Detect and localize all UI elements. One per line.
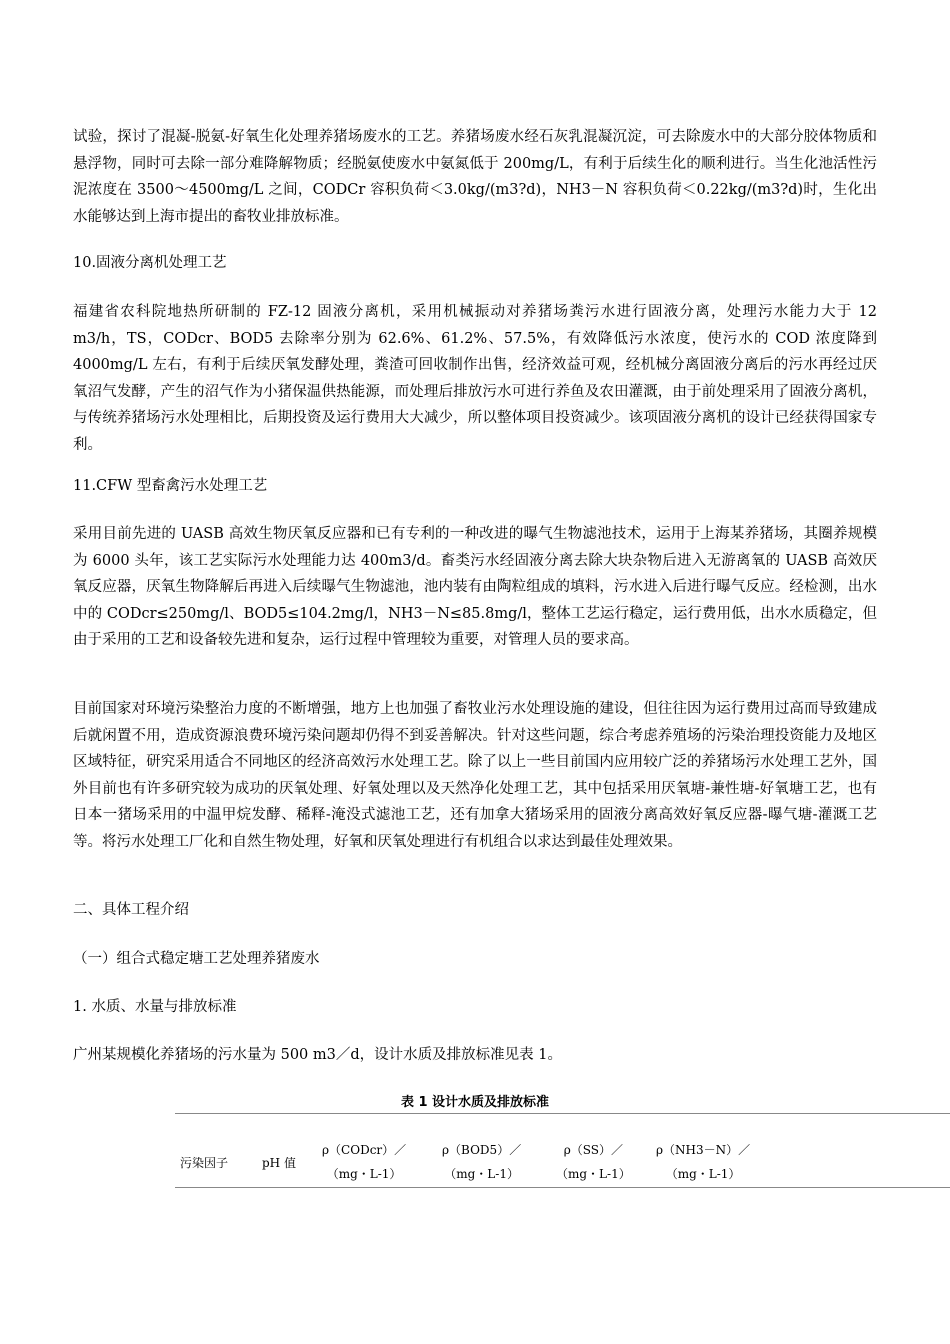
paragraph-summary: 目前国家对环境污染整治力度的不断增强，地方上也加强了畜牧业污水处理设施的建设，但往往因为运行费用过高而导致建成后就闲置不用，造成资源浪费环境污染问题却仍得不到妥善解决。针对这些问题，综合考虑养殖场的污染治理投资能力及地区区域特征，研究采用适合不同地区的经济高效污水处理工艺。除了以上一些目前国内应用较广泛的养猪场污水处理工艺外，国外目前也有许多研究较为成功的厌氧处理、好氧处理以及天然净化处理工艺，其中包括采用厌氧塘-兼性塘-好氧塘工艺，也有日本一猪场采用的中温甲烷发酵、稀释-淹没式滤池工艺，还有加拿大猪场采用的固液分离高效好氧反应器-曝气塘-灌溉工艺等。将污水处理工厂化和自然生物处理，好氧和厌氧处理进行有机组合以求达到最佳处理效果。 — [73, 701, 877, 850]
paragraph-cfw: 采用目前先进的 UASB 高效生物厌氧反应器和已有专利的一种改进的曝气生物滤池技术，运用于上海某养猪场，其圈养规模为 6000 头年，该工艺实际污水处理能力达 400m3/d。畜类污水经固液分离去除大块杂物后进入无游离氧的 UASB 高效厌氧反应器，厌氧生物降解后再进入后续曝气生物滤池，池内装有由陶粒组成的填料，污水进入后进行曝气反应。经检测，出水中的 CODcr≤250mg/l、BOD5≤104.2mg/l，NH3－N≤85.8mg/l，整体工艺运行稳定，运行费用低，出水水质稳定，但由于采用的工艺和设备较先进和复杂，运行过程中管理较为重要，对管理人员的要求高。 — [73, 526, 877, 648]
paragraph-separator: 福建省农科院地热所研制的 FZ-12 固液分离机，采用机械振动对养猪场粪污水进行固液分离，处理污水能力大于 12 m3/h，TS，CODcr、BOD5 去除率分别为 62.6%、61.2%、57.5%，有效降低污水浓度，使污水的 COD 浓度降到 4000mg/L 左右，有利于后续厌氧发酵处理，粪渣可回收制作出售，经济效益可观，经机械分离固液分离后的污水再经过厌氧沼气发酵，产生的沼气作为小猪保温供热能源，而处理后排放污水可进行养鱼及农田灌溉，由于前处理采用了固液分离机，与传统养猪场污水处理相比，后期投资及运行费用大大减少，所以整体项目投资减少。该项固液分离机的设计已经获得国家专利。 — [73, 304, 892, 453]
heading-stabilization-pond: （一）组合式稳定塘工艺处理养猪废水 — [73, 951, 320, 967]
table-caption: 表 1 设计水质及排放标准 — [400, 1095, 550, 1110]
table-header-ph: pH 值 — [262, 1156, 296, 1170]
paragraph-coagulation: 试验，探讨了混凝-脱氨-好氧生化处理养猪场废水的工艺。养猪场废水经石灰乳混凝沉淀，可去除废水中的大部分胶体物质和悬浮物，同时可去除一部分难降解物质；经脱氨使废水中氨氮低于 200mg/L，有利于后续生化的顺利进行。当生化池活性污泥浓度在 3500～4500mg/L 之间，CODCr 容积负荷＜3.0kg/(m3?d)，NH3－N 容积负荷＜0.22kg/(m3?d)时，生化出水能够达到上海市提出的畜牧业排放标准。 — [73, 129, 877, 225]
paragraph-water-volume: 广州某规模化养猪场的污水量为 500 m3／d，设计水质及排放标准见表 1。 — [73, 1047, 562, 1063]
table-header-nh3n: ρ（NH3－N）／ （mg・L-1） — [656, 1143, 751, 1181]
table-header-rule — [175, 1187, 950, 1188]
table-header-codcr: ρ（CODcr）／ （mg・L-1） — [322, 1143, 407, 1181]
heading-project-intro: 二、具体工程介绍 — [73, 902, 189, 918]
heading-solid-liquid-separator: 10.固液分离机处理工艺 — [73, 255, 227, 271]
table-top-rule — [175, 1113, 950, 1114]
heading-water-quality: 1. 水质、水量与排放标准 — [73, 999, 237, 1015]
table-header-ss: ρ（SS）／ （mg・L-1） — [556, 1143, 631, 1181]
heading-cfw-process: 11.CFW 型畜禽污水处理工艺 — [73, 478, 268, 494]
table-header-pollutant: 污染因子 — [180, 1156, 229, 1170]
table-header-bod5: ρ（BOD5）／ （mg・L-1） — [442, 1143, 522, 1181]
